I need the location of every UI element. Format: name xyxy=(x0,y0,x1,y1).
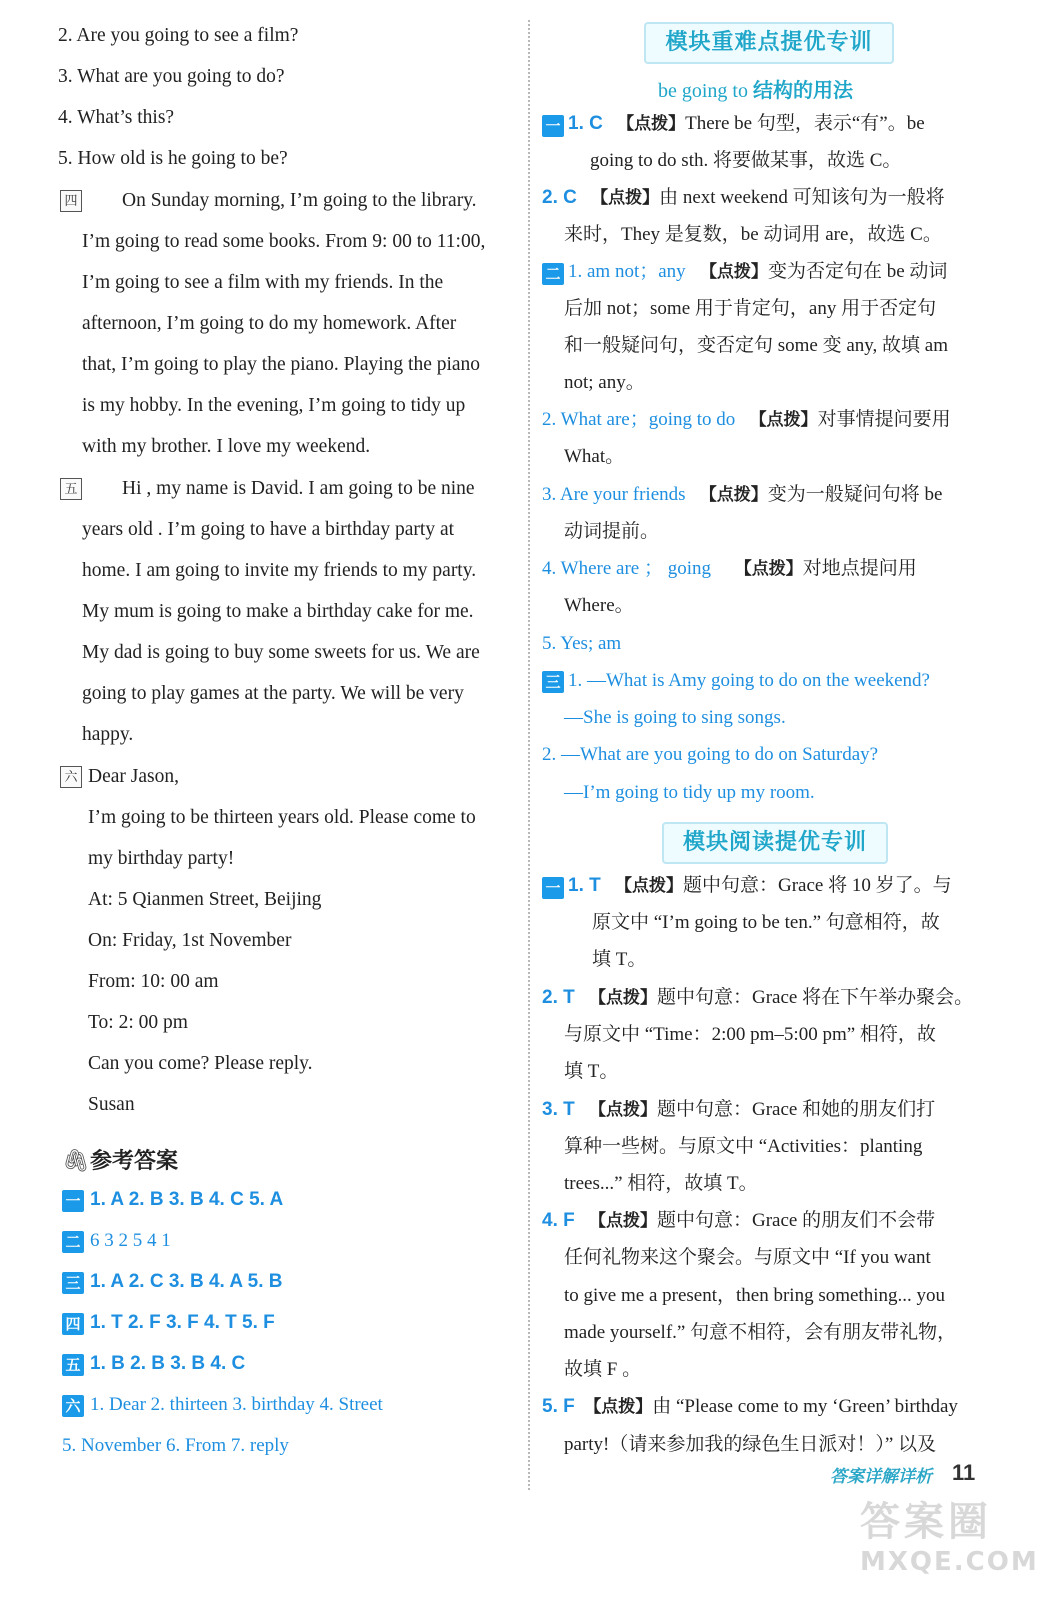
letter-line: To: 2: 00 pm xyxy=(88,1012,188,1033)
explanation-line: 1. C 【点拨】There be 句型，表示“有”。be xyxy=(568,113,925,134)
explanation-line: 填 T。 xyxy=(592,949,647,970)
letter-line: Can you come? Please reply. xyxy=(88,1053,313,1074)
answer-badge: 二 xyxy=(542,263,564,285)
explanation-line: 5. Yes; am xyxy=(542,633,622,654)
answer-line: 1. A 2. C 3. B 4. A 5. B xyxy=(90,1271,283,1292)
explanation-line: party!（请来参加我的绿色生日派对！）” 以及 xyxy=(564,1434,937,1455)
footer-label: 答案详解详析 xyxy=(830,1467,932,1487)
explanation-line: 2. T 【点拨】题中句意：Grace 将在下午举办聚会。 xyxy=(542,987,974,1008)
answer-line: 5. November 6. From 7. reply xyxy=(62,1435,289,1456)
explanation-line: What。 xyxy=(564,446,625,467)
explanation-line: 和一般疑问句，变否定句 some 变 any, 故填 am xyxy=(564,335,949,356)
letter-line: At: 5 Qianmen Street, Beijing xyxy=(88,889,322,910)
letter-line: Susan xyxy=(88,1094,135,1115)
section-subtitle: be going to 结构的用法 xyxy=(658,78,853,102)
explanation-line: 故填 F 。 xyxy=(564,1359,642,1380)
explanation-line: 3. T 【点拨】题中句意：Grace 和她的朋友们打 xyxy=(542,1099,936,1120)
question-line: 4. What’s this? xyxy=(58,107,175,128)
explanation-line: 4. Where are ； going 【点拨】对地点提问用 xyxy=(542,558,917,579)
answer-badge: 一 xyxy=(542,877,564,899)
letter-line: On: Friday, 1st November xyxy=(88,930,292,951)
passage-line: home. I am going to invite my friends to my party. xyxy=(82,560,477,581)
page-number: 11 xyxy=(952,1460,976,1485)
answer-badge: 六 xyxy=(62,1395,84,1417)
explanation-line: to give me a present，then bring something... you xyxy=(564,1285,945,1306)
answer-badge: 三 xyxy=(542,671,564,693)
passage-line: going to play games at the party. We will be very xyxy=(82,683,464,704)
explanation-line: —I’m going to tidy up my room. xyxy=(564,782,815,803)
answer-badge: 三 xyxy=(62,1272,84,1294)
passage-line: that, I’m going to play the piano. Playing the piano xyxy=(82,354,481,375)
explanation-line: 算种一些树。与原文中 “Activities：planting xyxy=(564,1136,923,1157)
passage-line: afternoon, I’m going to do my homework. After xyxy=(82,313,457,334)
answer-line: 1. Dear 2. thirteen 3. birthday 4. Street xyxy=(90,1394,383,1415)
passage-line: years old . I’m going to have a birthday party at xyxy=(82,519,455,540)
letter-line: I’m going to be thirteen years old. Please come to xyxy=(88,807,476,828)
explanation-line: 任何礼物来这个聚会。与原文中 “If you want xyxy=(564,1247,931,1268)
explanation-line: trees...” 相符，故填 T。 xyxy=(564,1173,758,1194)
explanation-line: Where。 xyxy=(564,595,634,616)
answer-badge: 一 xyxy=(542,115,564,137)
section-four-icon: 四 xyxy=(60,190,82,212)
explanation-line: 1. am not；any 【点拨】变为否定句在 be 动词 xyxy=(568,261,948,282)
passage-line: My dad is going to buy some sweets for us. We are xyxy=(82,642,480,663)
explanation-line: 3. Are your friends 【点拨】变为一般疑问句将 be xyxy=(542,484,943,505)
column-divider xyxy=(528,20,530,1490)
answer-badge: 一 xyxy=(62,1190,84,1212)
watermark-logo: 答案圈 MXQE.COM xyxy=(860,1499,1039,1577)
answer-line: 6 3 2 5 4 1 xyxy=(90,1230,171,1251)
section-five-icon: 五 xyxy=(60,478,82,500)
passage-line: On Sunday morning, I’m going to the library. xyxy=(122,190,477,211)
explanation-line: not; any。 xyxy=(564,372,645,393)
answer-badge: 四 xyxy=(62,1313,84,1335)
section-six-icon: 六 xyxy=(60,766,82,788)
answer-badge: 二 xyxy=(62,1231,84,1253)
explanation-line: 1. —What is Amy going to do on the weekend? xyxy=(568,670,930,691)
explanation-line: 2. —What are you going to do on Saturday? xyxy=(542,744,879,765)
passage-line: My mum is going to make a birthday cake for me. xyxy=(82,601,474,622)
answer-line: 1. A 2. B 3. B 4. C 5. A xyxy=(90,1189,284,1210)
answer-line: 1. B 2. B 3. B 4. C xyxy=(90,1353,246,1374)
letter-line: my birthday party! xyxy=(88,848,235,869)
question-line: 3. What are you going to do? xyxy=(58,66,285,87)
section-header: 模块阅读提优专训 xyxy=(662,822,888,864)
paperclip-icon: 🖇 xyxy=(62,1149,90,1174)
passage-line: is my hobby. In the evening, I’m going to tidy up xyxy=(82,395,466,416)
explanation-line: —She is going to sing songs. xyxy=(564,707,786,728)
question-line: 2. Are you going to see a film? xyxy=(58,25,299,46)
reference-answers-title: 🖇参考答案 xyxy=(62,1149,178,1174)
passage-line: Hi , my name is David. I am going to be nine xyxy=(122,478,475,499)
letter-line: From: 10: 00 am xyxy=(88,971,219,992)
passage-line: I’m going to see a film with my friends. In the xyxy=(82,272,444,293)
letter-line: Dear Jason, xyxy=(88,766,179,787)
passage-line: I’m going to read some books. From 9: 00 to 11:00, xyxy=(82,231,486,252)
answer-badge: 五 xyxy=(62,1354,84,1376)
explanation-line: 后加 not；some 用于肯定句，any 用于否定句 xyxy=(564,298,937,319)
answer-line: 1. T 2. F 3. F 4. T 5. F xyxy=(90,1312,275,1333)
explanation-line: 动词提前。 xyxy=(564,521,660,542)
passage-line: happy. xyxy=(82,724,134,745)
explanation-line: 与原文中 “Time：2:00 pm–5:00 pm” 相符，故 xyxy=(564,1024,936,1045)
explanation-line: 填 T。 xyxy=(564,1061,619,1082)
explanation-line: 2. What are；going to do 【点拨】对事情提问要用 xyxy=(542,409,951,430)
explanation-line: made yourself.” 句意不相符，会有朋友带礼物， xyxy=(564,1322,957,1343)
section-header: 模块重难点提优专训 xyxy=(644,22,894,64)
explanation-line: 原文中 “I’m going to be ten.” 句意相符，故 xyxy=(592,912,940,933)
explanation-line: 来时，They 是复数，be 动词用 are，故选 C。 xyxy=(564,224,942,245)
explanation-line: 5. F 【点拨】由 “Please come to my ‘Green’ birthday xyxy=(542,1396,958,1417)
explanation-line: 1. T 【点拨】题中句意：Grace 将 10 岁了。与 xyxy=(568,875,952,896)
explanation-line: 2. C 【点拨】由 next weekend 可知该句为一般将 xyxy=(542,187,945,208)
explanation-line: going to do sth. 将要做某事，故选 C。 xyxy=(590,150,902,171)
explanation-line: 4. F 【点拨】题中句意：Grace 的朋友们不会带 xyxy=(542,1210,936,1231)
passage-line: with my brother. I love my weekend. xyxy=(82,436,371,457)
question-line: 5. How old is he going to be? xyxy=(58,148,288,169)
